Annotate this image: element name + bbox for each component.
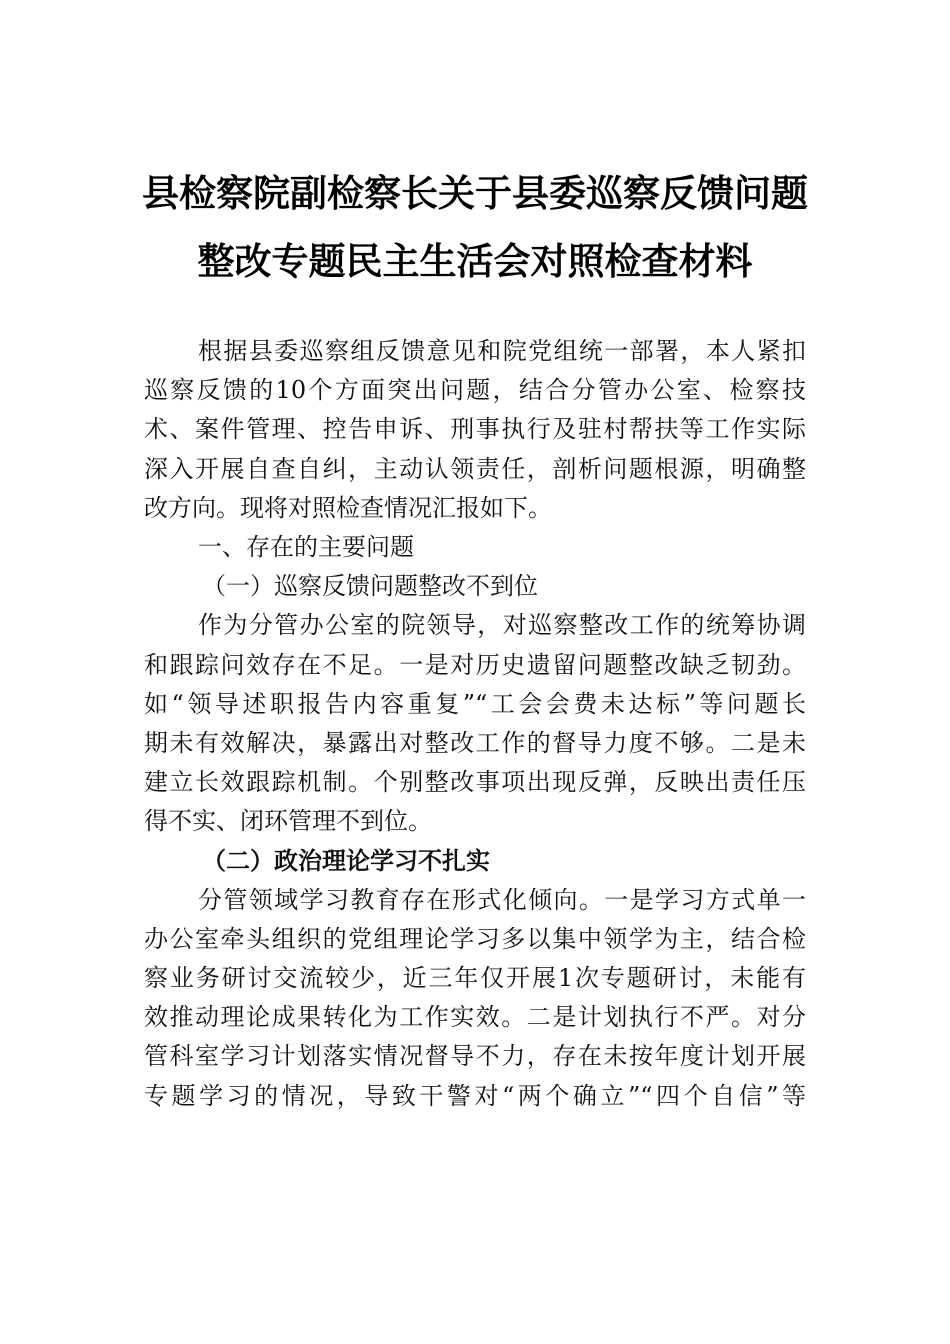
subsection-heading-2: （二）政治理论学习不扎实 [202,846,490,876]
text-line: 和跟踪问效存在不足。一是对历史遗留问题整改缺乏韧劲。 [144,650,806,679]
document-title-line-1: 县检察院副检察长关于县委巡察反馈问题 [142,171,808,215]
text-line: 管科室学习计划落实情况督导不力，存在未按年度计划开展 [144,1042,806,1071]
text-line: 改方向。现将对照检查情况汇报如下。 [144,493,552,522]
text-line: 察业务研讨交流较少，近三年仅开展1次专题研讨，未能有 [144,964,806,992]
text-line: 作为分管办公室的院领导，对巡察整改工作的统筹协调 [198,611,806,640]
text-line: 如“领导述职报告内容重复”“工会会费未达标”等问题长 [144,689,806,718]
text-line: 分管领域学习教育存在形式化倾向。一是学习方式单一 [198,885,806,914]
subsection-1-paragraph [144,606,806,841]
document-body [144,332,806,1116]
document-title-line-2: 整改专题民主生活会对照检查材料 [197,239,753,283]
text-line: 效推动理论成果转化为工作实效。二是计划执行不严。对分 [144,1003,806,1032]
subsection-heading-1: （一）巡察反馈问题整改不到位 [202,572,538,601]
text-line: 期未有效解决，暴露出对整改工作的督导力度不够。二是未 [144,728,806,757]
text-line: 巡察反馈的10个方面突出问题，结合分管办公室、检察技 [144,376,806,405]
text-line: 办公室牵头组织的党组理论学习多以集中领学为主，结合检 [144,924,806,953]
section-heading-main-problems: 一、存在的主要问题 [198,532,414,561]
text-line: 根据县委巡察组反馈意见和院党组统一部署，本人紧扣 [198,337,806,365]
text-line: 专题学习的情况，导致干警对“两个确立”“四个自信”等 [144,1081,806,1110]
text-line: 得不实、闭环管理不到位。 [144,807,432,836]
intro-paragraph [144,332,806,528]
text-line: 术、案件管理、控告申诉、刑事执行及驻村帮扶等工作实际 [144,415,806,444]
subsection-2-paragraph [144,881,806,1116]
text-line: 深入开展自查自纠，主动认领责任，剖析问题根源，明确整 [144,454,806,483]
text-line: 建立长效跟踪机制。个别整改事项出现反弹，反映出责任压 [144,768,806,797]
